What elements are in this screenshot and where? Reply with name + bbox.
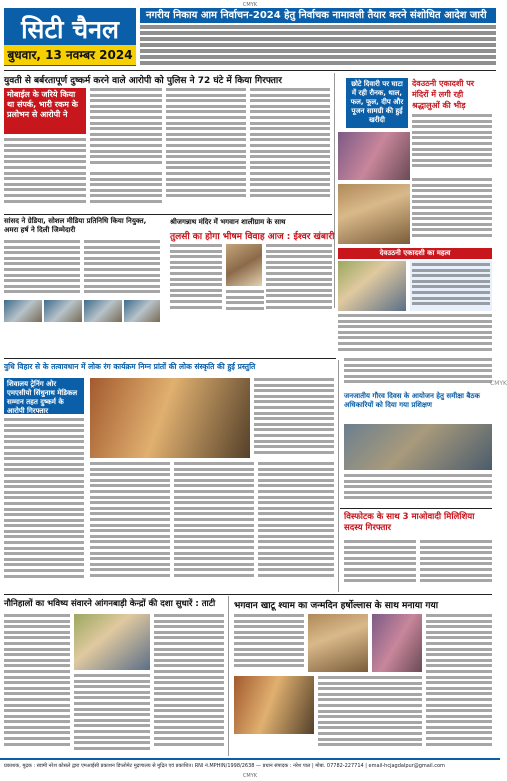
story-body-text bbox=[338, 314, 492, 354]
story-body-text bbox=[412, 114, 492, 174]
news-photo bbox=[90, 378, 250, 458]
story-body-text bbox=[258, 462, 334, 588]
column-divider bbox=[338, 360, 339, 592]
story-body-text bbox=[4, 138, 86, 210]
story-body-text bbox=[84, 240, 160, 300]
story-body-text bbox=[344, 358, 492, 390]
story-body-text bbox=[174, 462, 254, 588]
story-headline: तुलसी का होगा भीषम विवाह आज : ईश्वर खंबारी bbox=[170, 232, 335, 242]
news-photo bbox=[338, 132, 410, 180]
story-body-text bbox=[4, 614, 70, 754]
news-photo bbox=[338, 261, 406, 311]
divider bbox=[4, 70, 496, 71]
story-body-text bbox=[4, 418, 84, 588]
portrait-photo bbox=[226, 244, 262, 286]
story-body-text bbox=[344, 474, 492, 504]
news-photo bbox=[234, 676, 314, 734]
story-headline: देवउठनी एकादशी पर मंदिरों में लगी रही श्रद्धालुओं की भीड़ bbox=[412, 79, 475, 110]
news-photo bbox=[372, 614, 422, 672]
column-divider bbox=[228, 596, 229, 756]
story-body-text bbox=[90, 462, 170, 588]
story-body-text bbox=[90, 172, 162, 210]
story-kicker: मोबाईल के जरिये किया था संपर्क, भारी रकम के प्रलोभन से आरोपी ने bbox=[4, 88, 86, 134]
print-registration-mark: CMYK bbox=[490, 380, 507, 387]
story-body-text bbox=[254, 378, 334, 458]
story-body-text bbox=[234, 614, 304, 674]
story-badge: छोटे दिवारी पर घाटा में रही रौनक, थाल, फल, फूल, दीप और पूजन सामग्री की हुई खरीदी bbox=[346, 78, 408, 128]
divider bbox=[4, 214, 332, 215]
portrait-photo bbox=[4, 300, 42, 322]
news-photo bbox=[344, 424, 492, 470]
story-body-text bbox=[74, 674, 150, 754]
story-headline: नौनिहालों का भविष्य संवारने आंगनबाड़ी केन्द्रों की दशा सुधारें : ताटी bbox=[4, 599, 216, 609]
print-registration-mark: CMYK bbox=[242, 773, 258, 779]
column-divider bbox=[334, 73, 335, 308]
news-photo bbox=[308, 614, 368, 672]
portrait-photo bbox=[44, 300, 82, 322]
story-headline: विस्फोटक के साथ 3 माओवादी मिलिशिया सदस्य गिरफ्तार bbox=[344, 512, 475, 533]
story-body-text bbox=[426, 614, 492, 754]
story-headline: जनजातीय गौरव दिवस के आयोजन हेतु समीक्षा बैठक अधिकारियों को दिया गया प्रशिक्षण bbox=[344, 392, 480, 409]
story-body-text bbox=[4, 240, 80, 300]
publisher-imprint: प्रकाशक, मुद्रक : स्वामी नरेश कोसले द्वारा एमआईसी प्रकाशन डिप्लोमेट मुद्रणालय से मुद्रित एवं प्रकाशित। RNI नं.MPHIN/1998/2638 — प्रधान संपादक : नरेश पाल | मोबा. 07782-227714 | email-hcjagdalpur@gmail.com bbox=[0, 758, 500, 772]
story-body-text bbox=[226, 290, 264, 314]
story-body-text bbox=[344, 540, 416, 588]
story-body-text bbox=[90, 88, 162, 168]
story-headline: युवती से बर्बरतापूर्ण दुष्कर्म करने वाले आरोपी को पुलिस ने 72 घंटे में किया गिरफ्तार bbox=[4, 76, 282, 86]
portrait-photo bbox=[84, 300, 122, 322]
story-body-text bbox=[412, 263, 490, 309]
masthead bbox=[4, 8, 496, 66]
divider bbox=[340, 508, 492, 509]
print-registration-mark: CMYK bbox=[242, 2, 258, 8]
story-body-text bbox=[170, 244, 222, 314]
story-body-text bbox=[412, 178, 492, 244]
story-body-text bbox=[154, 614, 224, 754]
story-kicker: शिवालय ट्रेनिंग ओर एमएसीयो सिंधुनाथ मेडिकल सम्मान तहत दुष्कर्म के आरोपी गिरफ्तार bbox=[4, 378, 84, 414]
section-title: सिटी चैनल bbox=[21, 15, 119, 44]
portrait-photo bbox=[124, 300, 160, 322]
story-body-text bbox=[166, 88, 246, 210]
story-headline: वुधि विहार से के तत्वावधान में लोक रंग कार्यक्रम निम्न प्रांतों की लोक संस्कृति की हुई प्रस्तुति bbox=[4, 362, 256, 371]
issue-date: बुधवार, 13 नवम्बर 2024 bbox=[4, 45, 136, 65]
divider bbox=[4, 358, 336, 359]
story-body-text bbox=[420, 540, 492, 588]
story-headline: भगवान खाटू श्याम का जन्मदिन हर्षोल्लास के साथ मनाया गया bbox=[234, 601, 439, 611]
news-photo bbox=[74, 614, 150, 670]
divider bbox=[4, 594, 492, 595]
story-body-text bbox=[318, 676, 422, 754]
story-headline: सांसद ने ग्रेडिया, सोशल मीडिया प्रतिनिधि किया नियुक्त, अमरा हर्ष ने दिली जिम्मेदारी bbox=[4, 217, 147, 234]
brand-block bbox=[4, 8, 136, 66]
story-body-text bbox=[266, 244, 332, 314]
story-kicker: श्रीजगन्नाथ मंदिर में भगवान शालीग्राम के साथ bbox=[170, 218, 286, 226]
news-photo bbox=[338, 184, 410, 244]
story-body-text bbox=[250, 88, 330, 210]
lead-body-text bbox=[140, 25, 496, 66]
photo-section-label: देवउठनी एकादशी का महत्व bbox=[338, 248, 492, 259]
lead-headline: नगरीय निकाय आम निर्वाचन-2024 हेतु निर्वाचक नामावली तैयार करने संशोधित आदेश जारी bbox=[140, 8, 496, 23]
